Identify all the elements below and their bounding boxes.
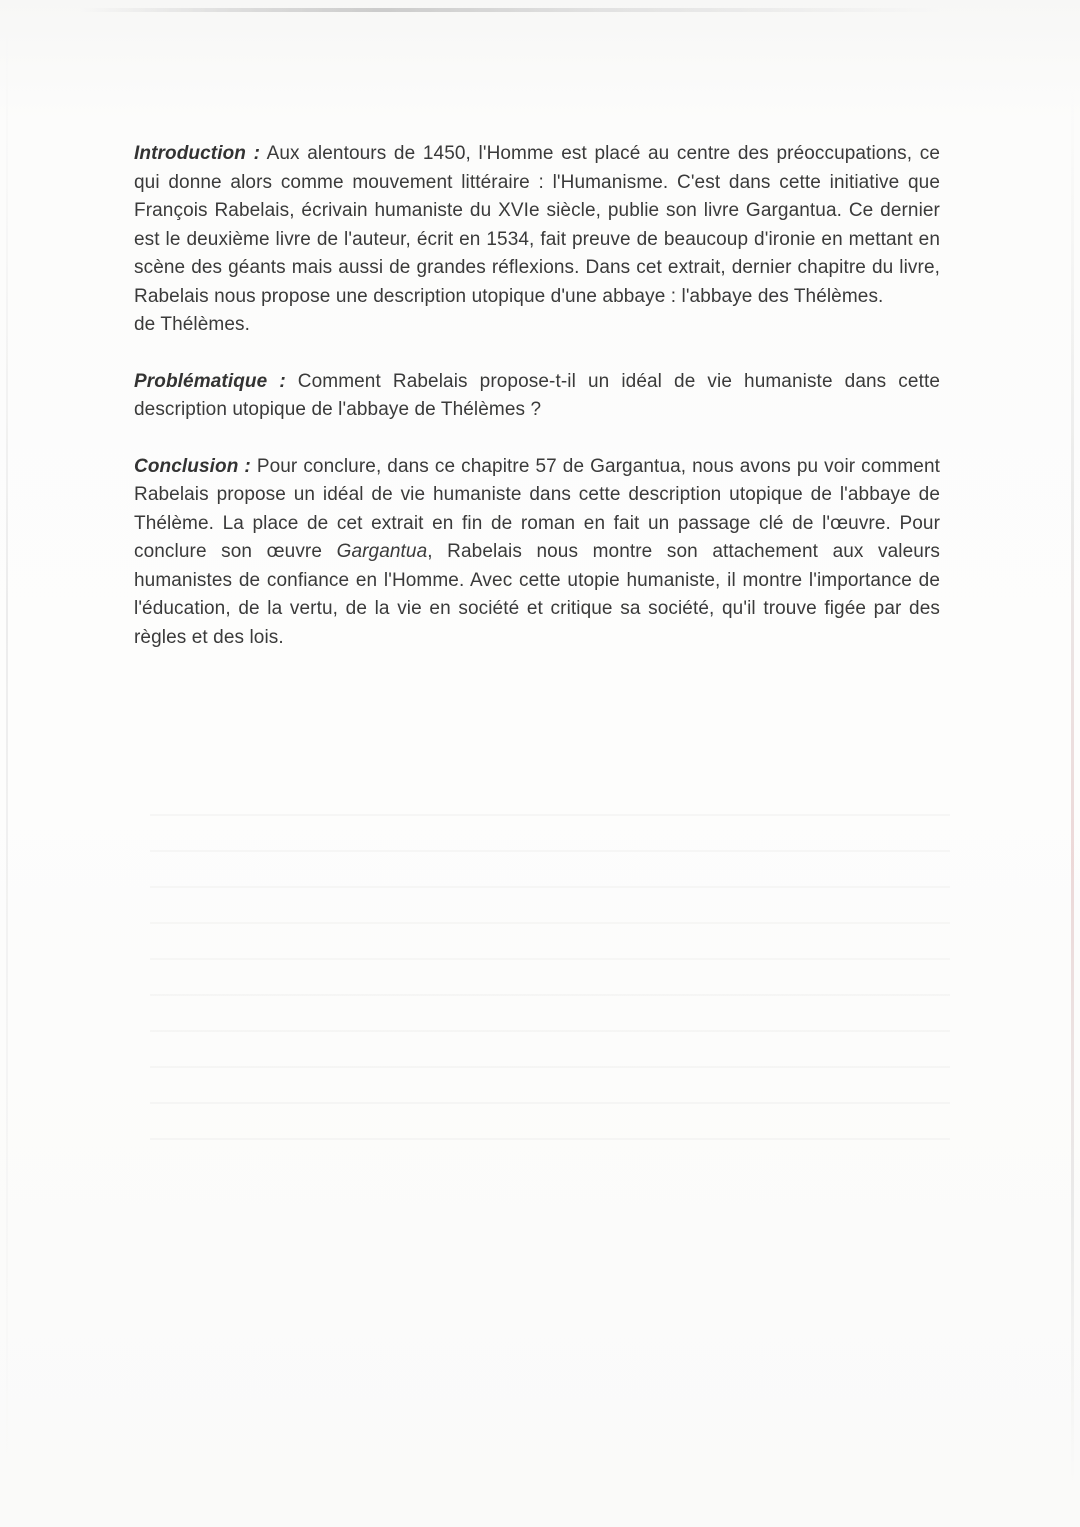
introduction-paragraph (134, 140, 940, 340)
introduction-label: Introduction : (134, 143, 261, 164)
problematique-text: Comment Rabelais propose-t-il un idéal de vie humaniste dans cette description utopique de l'abbaye de Thélèmes ? (134, 370, 940, 420)
bleed-through-shadow (150, 780, 950, 1140)
conclusion-book-title: Gargantua (336, 541, 428, 562)
introduction-trailing-line: de Thélèmes. (134, 314, 250, 335)
document-body (134, 140, 940, 652)
conclusion-paragraph (134, 453, 940, 653)
scan-left-edge (6, 20, 8, 1500)
problematique-paragraph (134, 368, 940, 425)
introduction-text: Aux alentours de 1450, l'Homme est placé au centre des préoccupations, ce qui donne alors comme mouvement littéraire : l'Humanisme. C'est dans cette initiative que François Rabelais, écrivain humaniste du XVIe siècle, publie son livre Gargantua. Ce dernier est le deuxième livre de l'auteur, écrit en 1534, fait preuve de beaucoup d'ironie en mettant en scène des géants mais aussi de grandes réflexions. Dans cet extrait, dernier chapitre du livre, Rabelais nous propose une description utopique d'une abbaye : l'abbaye des Thélèmes. (134, 143, 940, 307)
conclusion-text-start: Pour conclure, dans ce chapitre 57 de Gargantua, nous avons pu voir comment Rabelais propose un idéal de vie humaniste dans cette description utopique de l'abbaye de Thélème. La place de cet extrait en fin de roman en fait un passage clé de l'œuvre. Pour conclure son œuvre (134, 455, 940, 562)
scan-right-edge (1071, 90, 1074, 1490)
problematique-label: Problématique : (134, 370, 286, 392)
conclusion-label: Conclusion : (134, 455, 251, 477)
scan-top-edge (80, 8, 940, 12)
conclusion-text-end: , Rabelais nous montre son attachement aux valeurs humanistes de confiance en l'Homme. Avec cette utopie humaniste, il montre l'importance de l'éducation, de la vertu, de la vie en société et critique sa société, qu'il trouve figée par des règles et des lois. (134, 541, 940, 648)
